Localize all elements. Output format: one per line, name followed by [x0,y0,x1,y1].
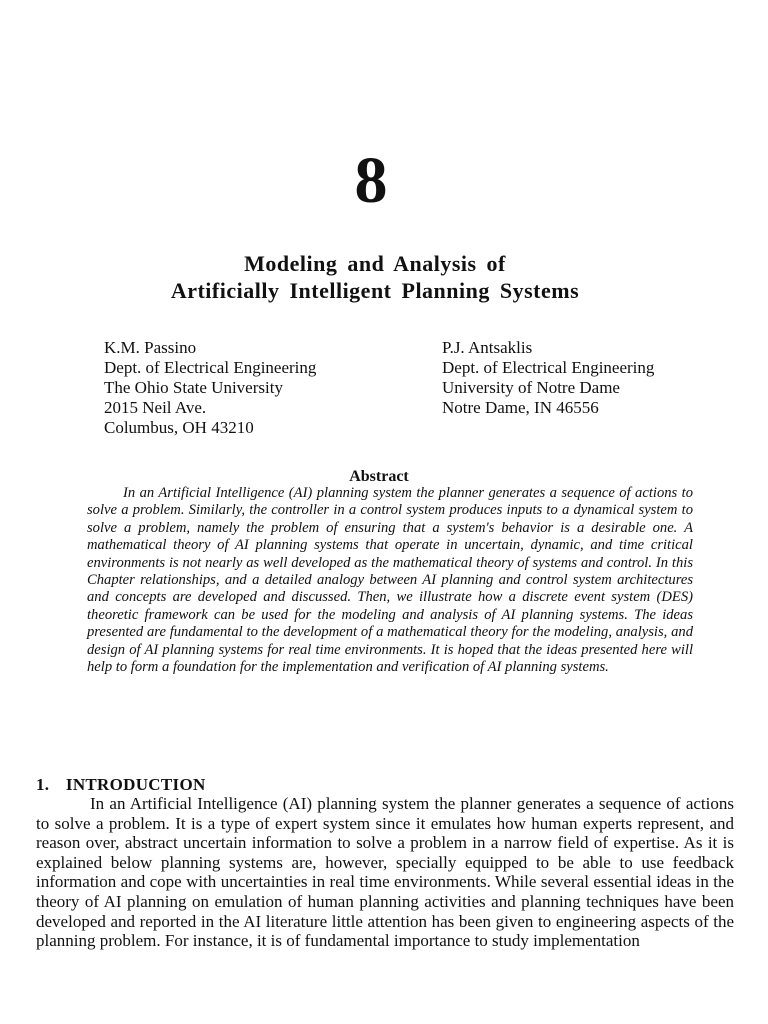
author-institution: University of Notre Dame [442,378,620,397]
author-dept: Dept. of Electrical Engineering [104,358,317,377]
author-name: P.J. Antsaklis [442,338,533,357]
paper-title [0,250,750,304]
section-title: INTRODUCTION [65,775,206,794]
title-line-2: Artificially Intelligent Planning Systems [170,278,580,303]
abstract-text: In an Artificial Intelligence (AI) planning system the planner generates a sequence of actions to solve a problem. Similarly, the controller in a control system produces inputs to a dynamical system to solve a problem, namely the problem of ensuring that a system's behavior is a desirable one. A mathematical theory of AI planning systems that operate in uncertain, dynamic, and time critical environments is not nearly as well developed as the mathematical theory of systems and control. In this Chapter relationships, and a detailed analogy between AI planning and control system architectures and concepts are developed and discussed. Then, we illustrate how a discrete event system (DES) theoretic framework can be used for the modeling and analysis of AI planning systems. The ideas presented are fundamental to the development of a mathematical theory for the modeling, analysis, and design of AI planning systems for real time environments. It is hoped that the ideas presented here will help to form a foundation for the implementation and verification of AI planning systems. [87,485,693,676]
author-institution: The Ohio State University [104,378,283,397]
section-heading [36,775,206,795]
author-street: 2015 Neil Ave. [104,398,207,417]
title-line-1: Modeling and Analysis of [244,251,506,276]
section-number: 1. [36,775,50,794]
chapter-number: 8 [354,144,388,217]
author-city: Columbus, OH 43210 [104,418,254,437]
author-block-antsaklis [442,338,654,418]
author-dept: Dept. of Electrical Engineering [442,358,655,377]
introduction-text: In an Artificial Intelligence (AI) planning system the planner generates a sequence of actions to solve a problem. It is a type of expert system since it emulates how human experts represent, and reason over, abstract uncertain information to solve a problem in a narrow field of expertise. As it is explained below planning systems are, however, specially equipped to be able to use feedback information and cope with uncertainties in real time environments. While several essential ideas in the theory of AI planning on emulation of human planning activities and planning techniques have been developed and reported in the AI literature little attention has been given to engineering aspects of the planning problem. For instance, it is of fundamental importance to study implementation [36,794,734,951]
author-name: K.M. Passino [104,338,197,357]
author-city: Notre Dame, IN 46556 [442,398,599,417]
author-block-passino [104,338,316,438]
abstract-heading: Abstract [349,468,409,485]
